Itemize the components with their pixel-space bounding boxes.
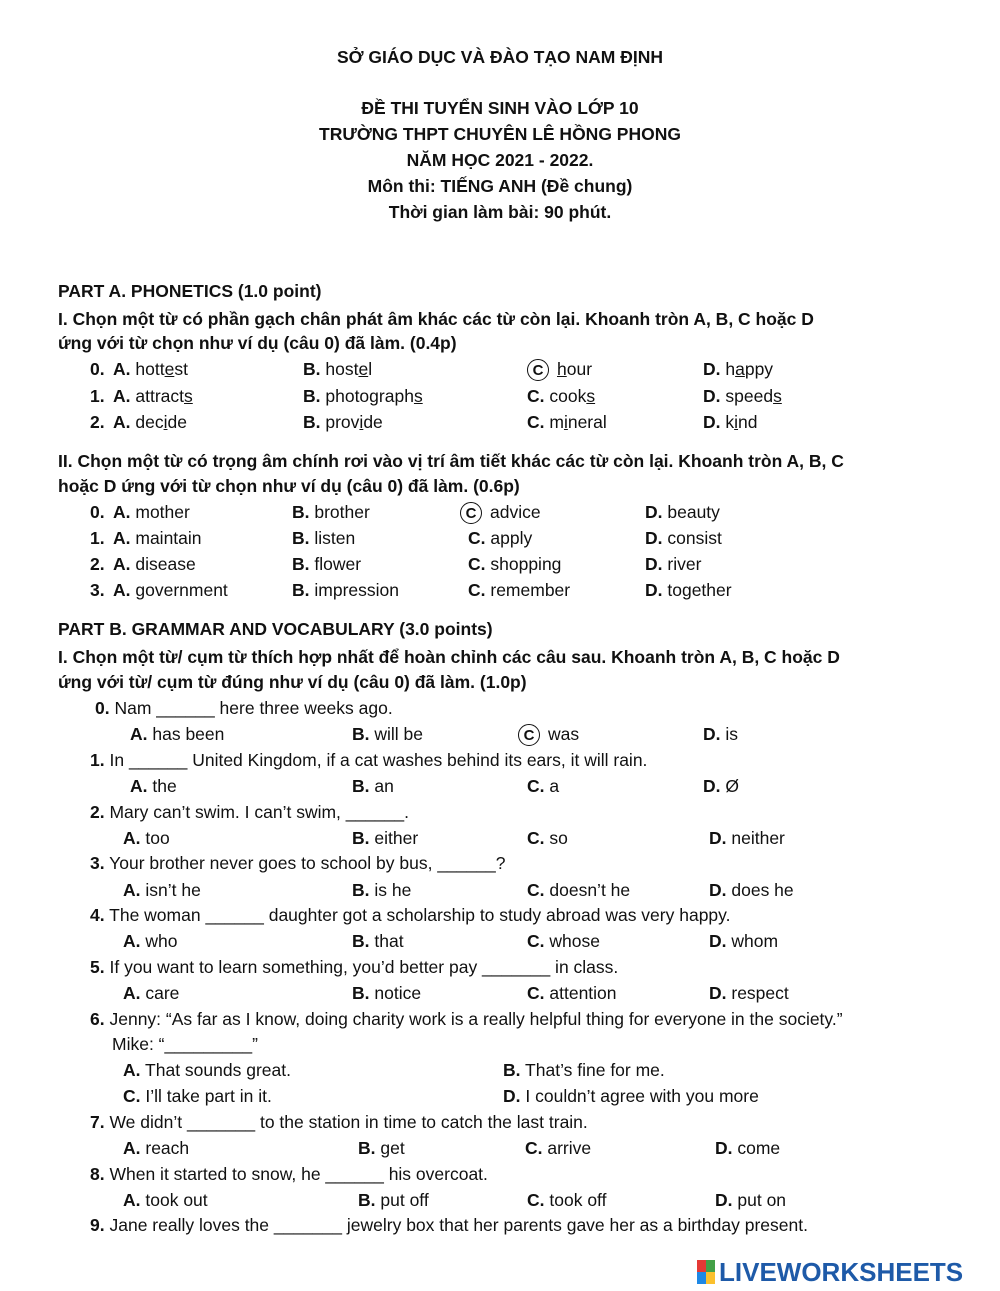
word-part: prov [325, 412, 360, 432]
option-text: has been [152, 724, 225, 744]
option-label: A. [130, 776, 148, 796]
option-text: is [725, 724, 739, 744]
option-label: B. [352, 724, 370, 744]
option-b[interactable] [358, 1138, 405, 1159]
option-c[interactable] [527, 983, 617, 1004]
option-text: whom [731, 931, 779, 951]
question-text: Jane really loves the _______ jewelry box that her parents gave her as a birthday present. [109, 1215, 808, 1235]
option-label: C. [527, 1190, 545, 1210]
option-label: B. [352, 776, 370, 796]
underlined-part: s [773, 386, 782, 406]
option-text: river [667, 554, 702, 574]
option-label: B. [352, 983, 370, 1003]
option-label: B. [292, 554, 310, 574]
underlined-part: i [163, 412, 168, 432]
option-label: B. [358, 1190, 376, 1210]
option-label: C. [527, 412, 545, 432]
option-label: B. [303, 386, 321, 406]
option-c[interactable] [527, 1190, 606, 1211]
option-label: D. [703, 386, 721, 406]
option-b[interactable] [358, 1190, 429, 1211]
option-c[interactable] [468, 554, 561, 575]
option-label: D. [709, 983, 727, 1003]
underlined-part: i [563, 412, 568, 432]
option-text: is he [374, 880, 412, 900]
question-5 [90, 957, 618, 978]
option-label: D. [709, 828, 727, 848]
option-d[interactable] [645, 580, 732, 601]
option-text: the [152, 776, 177, 796]
option-text: I couldn’t agree with you more [525, 1086, 759, 1106]
underlined-part: e [358, 359, 369, 379]
option-label: B. [303, 412, 321, 432]
option-text: listen [314, 528, 356, 548]
option-d[interactable] [715, 1190, 786, 1211]
option-text: disease [135, 554, 196, 574]
question-number: 3. [90, 580, 105, 600]
question-text: The woman ______ daughter got a scholarship to study abroad was very happy. [109, 905, 731, 925]
option-text: impression [314, 580, 399, 600]
option-text: so [549, 828, 568, 848]
option-b[interactable] [292, 528, 355, 549]
question-number: 1. [90, 528, 105, 548]
word-part: l [368, 359, 373, 379]
word-part: st [174, 359, 188, 379]
option-label: C. [527, 776, 545, 796]
question-number: 0. [95, 698, 110, 718]
option-label: C. [468, 580, 486, 600]
option-text: attention [549, 983, 617, 1003]
question-text: We didn’t _______ to the station in time to catch the last train. [109, 1112, 588, 1132]
question-number: 0. [90, 502, 105, 522]
word-part: hott [135, 359, 165, 379]
underlined-part: i [734, 412, 739, 432]
option-text: That’s fine for me. [525, 1060, 665, 1080]
question-number: 2. [90, 802, 105, 822]
option-text: isn’t he [145, 880, 201, 900]
question-text: In ______ United Kingdom, if a cat washes behind its ears, it will rain. [109, 750, 648, 770]
question-7 [90, 1112, 588, 1133]
option-text: apply [490, 528, 533, 548]
option-label: A. [123, 1190, 141, 1210]
option-label: C. [527, 880, 545, 900]
option-b[interactable] [292, 554, 361, 575]
option-b[interactable] [303, 412, 383, 433]
option-label: A. [113, 502, 131, 522]
option-label: A. [113, 386, 131, 406]
option-c[interactable] [527, 359, 592, 381]
option-label: A. [123, 828, 141, 848]
option-d[interactable] [709, 931, 778, 952]
question-1 [90, 750, 647, 771]
option-b[interactable] [292, 502, 370, 523]
word-part: h [725, 359, 736, 379]
question-number: 6. [90, 1009, 105, 1029]
option-d[interactable] [645, 528, 722, 549]
circled-answer: C [518, 724, 540, 746]
option-b[interactable] [292, 580, 399, 601]
circled-answer: C [460, 502, 482, 524]
question-3 [90, 853, 505, 874]
option-label: A. [113, 554, 131, 574]
option-b[interactable] [303, 359, 372, 380]
option-label: C. [527, 828, 545, 848]
header-year: NĂM HỌC 2021 - 2022. [406, 150, 594, 170]
option-text: come [737, 1138, 781, 1158]
word-part: cook [549, 386, 587, 406]
option-label: B. [303, 359, 321, 379]
option-text: will be [374, 724, 424, 744]
question-2 [90, 802, 409, 823]
option-text: get [380, 1138, 405, 1158]
word-part: ppy [744, 359, 774, 379]
option-label: D. [645, 554, 663, 574]
option-label: A. [123, 1060, 141, 1080]
option-label: D. [645, 528, 663, 548]
option-a[interactable] [123, 828, 170, 849]
question-8 [90, 1164, 488, 1185]
option-label: D. [709, 931, 727, 951]
option-label: C. [468, 528, 486, 548]
header-exam: ĐỀ THI TUYỂN SINH VÀO LỚP 10 [361, 98, 639, 118]
option-text: care [145, 983, 180, 1003]
option-label: D. [645, 580, 663, 600]
option-text: doesn’t he [549, 880, 631, 900]
option-label: A. [123, 880, 141, 900]
option-label: A. [130, 724, 148, 744]
option-label: C. [527, 386, 545, 406]
option-c[interactable] [468, 580, 570, 601]
question-number: 0. [90, 359, 105, 379]
option-a[interactable] [113, 359, 188, 380]
option-d[interactable] [645, 554, 701, 575]
option-label: B. [292, 580, 310, 600]
option-label: D. [709, 880, 727, 900]
option-b[interactable] [352, 880, 411, 901]
option-c[interactable] [468, 528, 532, 549]
option-label: B. [352, 828, 370, 848]
underlined-part: s [586, 386, 596, 406]
option-text: mother [135, 502, 190, 522]
option-label: C. [123, 1086, 141, 1106]
option-c[interactable] [527, 776, 559, 797]
liveworksheets-brand: LIVEWORKSHEETS [719, 1256, 964, 1287]
option-text: reach [145, 1138, 190, 1158]
option-label: A. [113, 412, 131, 432]
option-label: A. [123, 931, 141, 951]
option-text: was [548, 724, 580, 744]
option-a[interactable] [113, 502, 190, 523]
question-text-reply: Mike: “_________” [112, 1034, 258, 1054]
underlined-part: i [359, 412, 364, 432]
question-number: 2. [90, 412, 105, 432]
underlined-part: s [413, 386, 423, 406]
question-text: Nam ______ here three weeks ago. [114, 698, 393, 718]
option-c[interactable] [527, 412, 607, 433]
option-text: consist [667, 528, 722, 548]
option-text: respect [731, 983, 789, 1003]
option-label: D. [703, 359, 721, 379]
liveworksheets-logo-icon [697, 1260, 715, 1284]
option-text: put on [737, 1190, 787, 1210]
option-c[interactable] [527, 880, 630, 901]
header-school: TRƯỜNG THPT CHUYÊN LÊ HỒNG PHONG [319, 124, 681, 144]
option-text: neither [731, 828, 785, 848]
option-label: A. [113, 528, 131, 548]
option-b[interactable] [352, 983, 421, 1004]
option-text: that [374, 931, 404, 951]
option-a[interactable] [130, 776, 177, 797]
word-part: host [325, 359, 359, 379]
option-label: D. [703, 724, 721, 744]
option-label: B. [352, 880, 370, 900]
word-part: neral [567, 412, 607, 432]
word-part: photograph [325, 386, 414, 406]
liveworksheets-logo [697, 1257, 997, 1287]
part-a-s1-instruction-1: I. Chọn một từ có phần gạch chân phát âm khác các từ còn lại. Khoanh tròn A, B, C hoặc D [58, 309, 814, 329]
option-label: B. [503, 1060, 521, 1080]
option-d[interactable] [709, 828, 785, 849]
option-a[interactable] [113, 580, 228, 601]
question-number: 1. [90, 750, 105, 770]
underlined-part: h [557, 359, 567, 379]
option-label: B. [292, 528, 310, 548]
option-a[interactable] [123, 1190, 208, 1211]
part-a-s2-instruction-2: hoặc D ứng với từ chọn như ví dụ (câu 0) đã làm. (0.6p) [58, 476, 520, 496]
part-a-title: PART A. PHONETICS (1.0 point) [58, 281, 322, 301]
header-dept: SỞ GIÁO DỤC VÀ ĐÀO TẠO NAM ĐỊNH [336, 47, 664, 67]
option-text: flower [314, 554, 362, 574]
option-label: D. [503, 1086, 521, 1106]
option-label: D. [715, 1190, 733, 1210]
option-label: D. [715, 1138, 733, 1158]
underlined-part: a [735, 359, 745, 379]
question-text: Your brother never goes to school by bus, ______? [109, 853, 506, 873]
question-4 [90, 905, 730, 926]
option-label: D. [703, 776, 721, 796]
option-text: Ø [725, 776, 739, 796]
question-0 [95, 698, 393, 719]
option-label: D. [645, 502, 663, 522]
option-text: took off [549, 1190, 607, 1210]
question-number: 1. [90, 386, 105, 406]
option-text: a [549, 776, 560, 796]
word-part: de [167, 412, 187, 432]
option-d[interactable] [503, 1086, 759, 1107]
option-a[interactable] [123, 983, 179, 1004]
option-c[interactable] [460, 502, 541, 524]
part-b-instruction-1: I. Chọn một từ/ cụm từ thích hợp nhất để hoàn chỉnh các câu sau. Khoanh tròn A, B, C hoặc D [58, 647, 840, 667]
option-text: government [135, 580, 228, 600]
underlined-part: s [184, 386, 193, 406]
option-a[interactable] [113, 554, 196, 575]
part-a-s2-instruction-1: II. Chọn một từ có trọng âm chính rơi vào vị trí âm tiết khác các từ còn lại. Khoanh tròn A, B, C [58, 451, 844, 471]
word-part: k [725, 412, 735, 432]
option-text: whose [549, 931, 600, 951]
option-label: A. [123, 983, 141, 1003]
option-d[interactable] [645, 502, 720, 523]
option-text: took out [145, 1190, 208, 1210]
option-text: who [145, 931, 178, 951]
option-label: D. [703, 412, 721, 432]
option-c[interactable] [527, 386, 595, 407]
circled-answer: C [527, 359, 549, 381]
option-a[interactable] [123, 1138, 189, 1159]
option-d[interactable] [703, 386, 782, 407]
option-b[interactable] [352, 828, 418, 849]
part-b-instruction-2: ứng với từ/ cụm từ đúng như ví dụ (câu 0) đã làm. (1.0p) [58, 672, 527, 692]
option-a[interactable] [113, 528, 202, 549]
word-part: attract [135, 386, 185, 406]
option-d[interactable] [715, 1138, 780, 1159]
option-text: remember [490, 580, 571, 600]
option-b[interactable] [503, 1060, 665, 1081]
option-d[interactable] [703, 359, 773, 380]
question-number: 5. [90, 957, 105, 977]
option-b[interactable] [352, 724, 423, 745]
option-text: together [667, 580, 732, 600]
question-number: 8. [90, 1164, 105, 1184]
option-label: C. [527, 983, 545, 1003]
option-c[interactable] [527, 828, 568, 849]
option-b[interactable] [352, 931, 404, 952]
option-text: arrive [547, 1138, 592, 1158]
question-number: 3. [90, 853, 105, 873]
header-time: Thời gian làm bài: 90 phút. [388, 202, 612, 222]
option-a[interactable] [123, 880, 201, 901]
option-label: A. [123, 1138, 141, 1158]
option-label: B. [358, 1138, 376, 1158]
option-label: A. [113, 359, 131, 379]
header-subject: Môn thi: TIẾNG ANH (Đề chung) [367, 176, 633, 196]
question-number: 4. [90, 905, 105, 925]
part-a-s1-instruction-2: ứng với từ chọn như ví dụ (câu 0) đã làm. (0.4p) [58, 333, 457, 353]
option-text: I’ll take part in it. [145, 1086, 272, 1106]
option-d[interactable] [703, 412, 757, 433]
option-a[interactable] [113, 412, 187, 433]
question-6 [90, 1009, 843, 1030]
question-number: 9. [90, 1215, 105, 1235]
option-c[interactable] [525, 1138, 591, 1159]
part-b-title: PART B. GRAMMAR AND VOCABULARY (3.0 points) [58, 619, 493, 639]
option-d[interactable] [703, 724, 738, 745]
option-label: C. [525, 1138, 543, 1158]
option-a[interactable] [130, 724, 224, 745]
word-part: dec [135, 412, 164, 432]
question-text: When it started to snow, he ______ his overcoat. [109, 1164, 488, 1184]
option-b[interactable] [303, 386, 423, 407]
word-part: speed [725, 386, 774, 406]
option-label: C. [468, 554, 486, 574]
option-label: B. [352, 931, 370, 951]
underlined-part: e [164, 359, 175, 379]
option-text: put off [380, 1190, 429, 1210]
question-text: Jenny: “As far as I know, doing charity work is a really helpful thing for everyone in the society.” [109, 1009, 843, 1029]
option-text: does he [731, 880, 794, 900]
question-text: Mary can’t swim. I can’t swim, ______. [109, 802, 410, 822]
option-text: maintain [135, 528, 202, 548]
question-number: 7. [90, 1112, 105, 1132]
question-text: If you want to learn something, you’d better pay _______ in class. [109, 957, 619, 977]
option-text: brother [314, 502, 370, 522]
option-label: A. [113, 580, 131, 600]
option-c[interactable] [518, 724, 579, 746]
option-d[interactable] [709, 983, 789, 1004]
option-c[interactable] [123, 1086, 272, 1107]
option-d[interactable] [703, 776, 739, 797]
option-text: shopping [490, 554, 562, 574]
word-part: m [549, 412, 564, 432]
word-part: nd [738, 412, 758, 432]
option-text: advice [490, 502, 541, 522]
option-text: That sounds great. [145, 1060, 291, 1080]
option-a[interactable] [113, 386, 193, 407]
question-number: 2. [90, 554, 105, 574]
option-text: an [374, 776, 394, 796]
option-text: notice [374, 983, 422, 1003]
option-text: beauty [667, 502, 720, 522]
option-text: too [145, 828, 170, 848]
word-part: our [566, 359, 593, 379]
word-part: de [363, 412, 383, 432]
option-label: C. [527, 931, 545, 951]
option-text: either [374, 828, 419, 848]
option-b[interactable] [352, 776, 394, 797]
option-c[interactable] [527, 931, 600, 952]
question-9 [90, 1215, 808, 1236]
option-d[interactable] [709, 880, 794, 901]
option-label: B. [292, 502, 310, 522]
option-a[interactable] [123, 1060, 291, 1081]
option-a[interactable] [123, 931, 177, 952]
